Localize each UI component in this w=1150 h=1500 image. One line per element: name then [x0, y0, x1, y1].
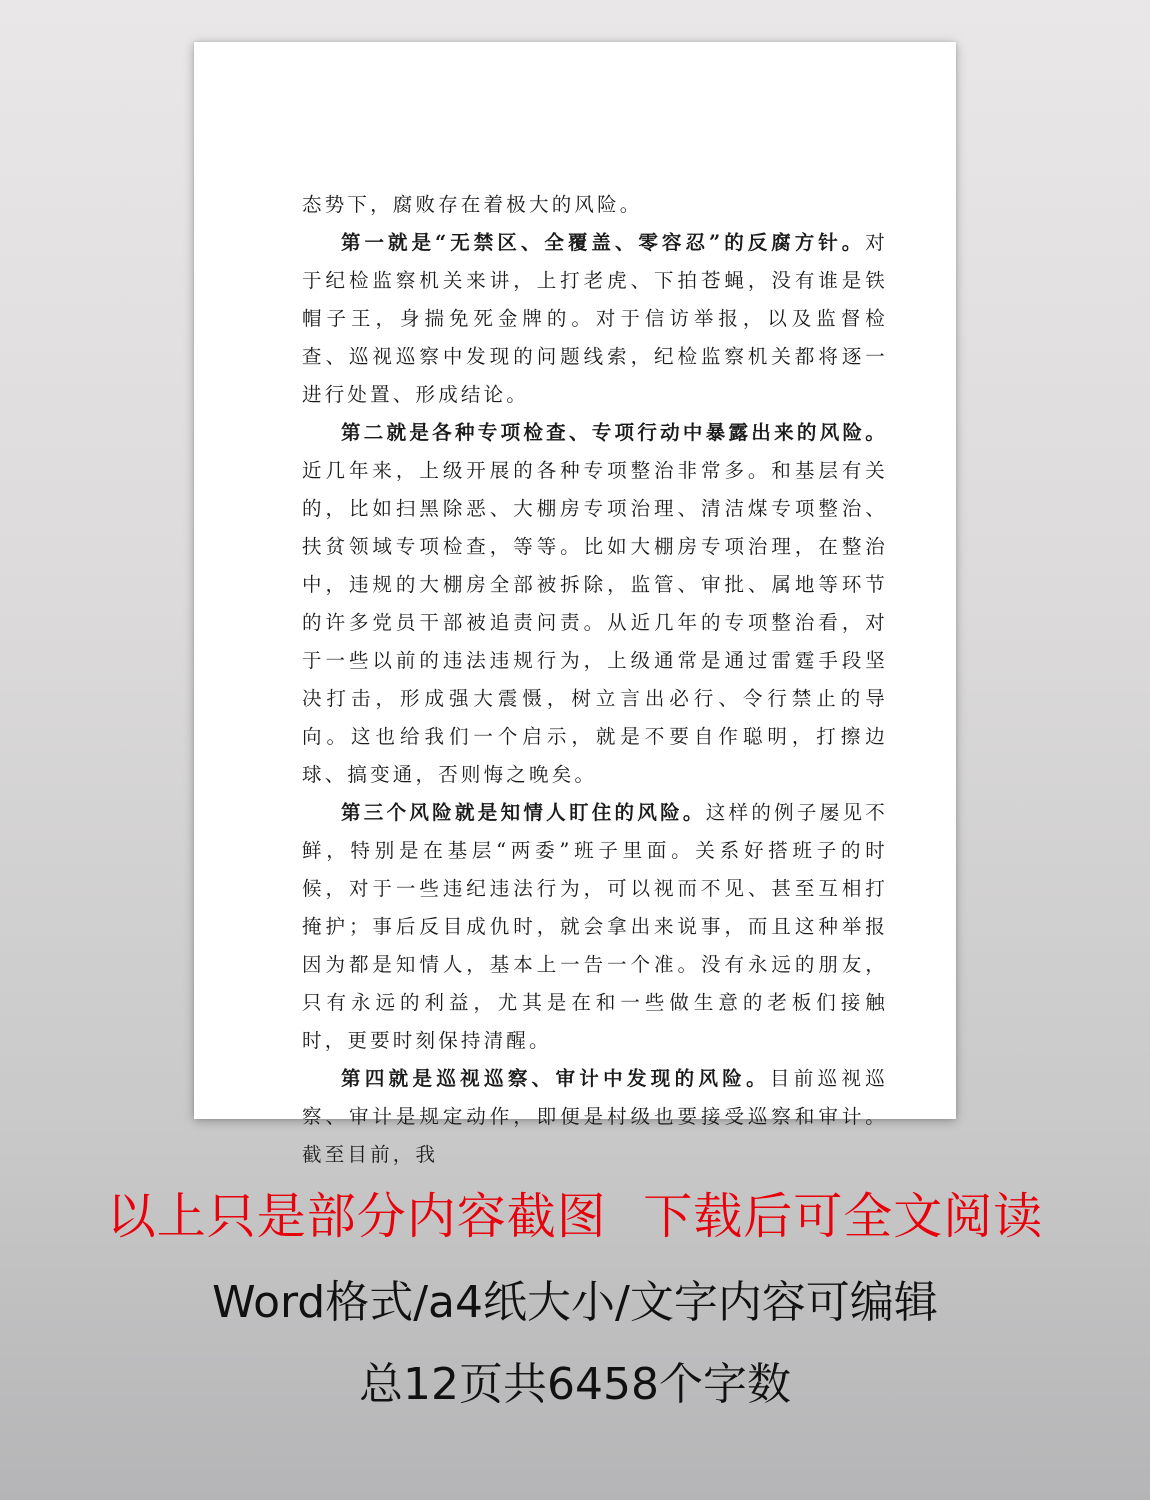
paragraph-text: 这样的例子屡见不鲜，特别是在基层“两委”班子里面。关系好搭班子的时候，对于一些违纪违法行为，可以视而不见、甚至互相打掩护；事后反目成仇时，就会拿出来说事，而且这种举报因为都是知情人，基本上一告一个准。没有永远的朋友，只有永远的利益，尤其是在和一些做生意的老板们接触时，更要时刻保持清醒。 — [302, 801, 889, 1052]
format-info: Word格式/a4纸大小/文字内容可编辑 — [212, 1277, 938, 1328]
preview-notice: 以上只是部分内容截图 下载后可全文阅读 — [106, 1188, 1044, 1245]
paragraph-lead: 第四就是巡视巡察、审计中发现的风险。 — [341, 1067, 770, 1090]
paragraph-continuation — [302, 186, 888, 224]
paragraph-third-risk — [302, 794, 888, 1060]
paragraph-text: 态势下，腐败存在着极大的风险。 — [302, 193, 643, 216]
paragraph-lead: 第一就是“无禁区、全覆盖、零容忍”的反腐方针。 — [341, 231, 866, 254]
paragraph-second-risk — [302, 414, 888, 794]
paragraph-text: 近几年来，上级开展的各种专项整治非常多。和基层有关的，比如扫黑除恶、大棚房专项治理、清洁煤专项整治、扶贫领域专项检查，等等。比如大棚房专项治理，在整治中，违规的大棚房全部被拆除，监管、审批、属地等环节的许多党员干部被追责问责。从近几年的专项整治看，对于一些以前的违法违规行为，上级通常是通过雷霆手段坚决打击，形成强大震慑，树立言出必行、令行禁止的导向。这也给我们一个启示，就是不要自作聪明，打擦边球、搞变通，否则悔之晚矣。 — [302, 459, 888, 786]
document-page — [194, 42, 956, 1166]
document-body — [302, 186, 888, 1174]
paragraph-lead: 第二就是各种专项检查、专项行动中暴露出来的风险。 — [341, 421, 888, 444]
paragraph-text: 对于纪检监察机关来讲，上打老虎、下拍苍蝇，没有谁是铁帽子王，身揣免死金牌的。对于信访举报，以及监督检查、巡视巡察中发现的问题线索，纪检监察机关都将逐一进行处置、形成结论。 — [302, 231, 888, 406]
paragraph-first-risk — [302, 224, 888, 414]
paragraph-text: 目前巡视巡察、审计是规定动作，即便是村级也要接受巡察和审计。截至目前，我 — [302, 1067, 888, 1166]
page-word-count: 总12页共6458个字数 — [359, 1359, 791, 1410]
paragraph-lead: 第三个风险就是知情人盯住的风险。 — [341, 801, 706, 824]
paragraph-fourth-risk — [302, 1060, 888, 1174]
